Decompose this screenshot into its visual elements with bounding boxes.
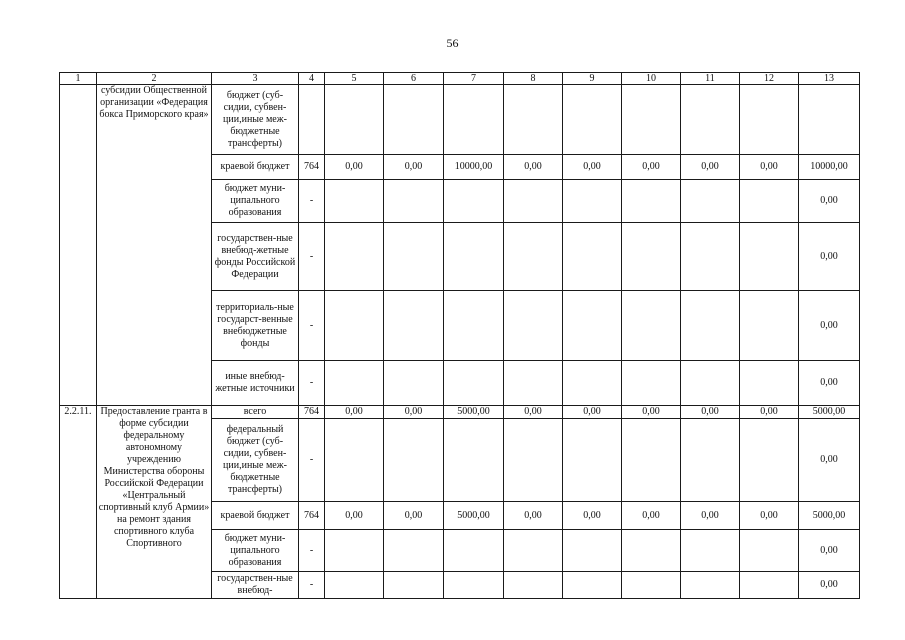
value-cell-col-10: 0,00	[622, 502, 681, 530]
value-cell-col-5	[325, 361, 384, 406]
funding-source: федеральный бюджет (суб-сидии, субвен-ции,иные меж-бюджетные трансферты)	[212, 419, 299, 502]
value-cell-col-10	[622, 85, 681, 155]
value-cell-col-7	[444, 572, 504, 599]
value-cell-col-9: 0,00	[563, 502, 622, 530]
budget-table	[59, 72, 860, 599]
value-cell-col-9	[563, 291, 622, 361]
value-cell-col-6	[384, 291, 444, 361]
value-cell-col-10	[622, 419, 681, 502]
funding-source: государствен-ные внебюд-жетные фонды Российской Федерации	[212, 223, 299, 291]
value-cell-col-10	[622, 180, 681, 223]
value-cell-col-10	[622, 291, 681, 361]
funding-source: бюджет муни-ципального образования	[212, 530, 299, 572]
value-cell-col-8	[504, 530, 563, 572]
value-cell-col-11	[681, 419, 740, 502]
value-cell-col-6	[384, 419, 444, 502]
value-cell-col-13: 0,00	[799, 530, 860, 572]
value-cell-col-4: -	[299, 530, 325, 572]
value-cell-col-10	[622, 223, 681, 291]
value-cell-col-4: -	[299, 180, 325, 223]
value-cell-col-4	[299, 85, 325, 155]
value-cell-col-12	[740, 85, 799, 155]
value-cell-col-9	[563, 180, 622, 223]
value-cell-col-12: 0,00	[740, 155, 799, 180]
value-cell-col-11	[681, 530, 740, 572]
value-cell-col-5	[325, 85, 384, 155]
column-header-12: 12	[740, 73, 799, 85]
value-cell-col-9	[563, 223, 622, 291]
value-cell-col-7	[444, 223, 504, 291]
funding-source: территориаль-ные государст-венные внебюджетные фонды	[212, 291, 299, 361]
funding-source: бюджет муни-ципального образования	[212, 180, 299, 223]
value-cell-col-13: 0,00	[799, 291, 860, 361]
table-row	[60, 406, 860, 419]
value-cell-col-9	[563, 361, 622, 406]
column-header-5: 5	[325, 73, 384, 85]
value-cell-col-5	[325, 223, 384, 291]
value-cell-col-4: 764	[299, 406, 325, 419]
value-cell-col-8: 0,00	[504, 406, 563, 419]
value-cell-col-12: 0,00	[740, 502, 799, 530]
funding-source: краевой бюджет	[212, 502, 299, 530]
value-cell-col-5	[325, 530, 384, 572]
value-cell-col-11	[681, 180, 740, 223]
column-header-10: 10	[622, 73, 681, 85]
value-cell-col-12	[740, 291, 799, 361]
value-cell-col-8: 0,00	[504, 502, 563, 530]
value-cell-col-12	[740, 530, 799, 572]
value-cell-col-9	[563, 85, 622, 155]
table-row	[60, 85, 860, 155]
value-cell-col-6: 0,00	[384, 155, 444, 180]
value-cell-col-7	[444, 180, 504, 223]
funding-source: государствен-ные внебюд-	[212, 572, 299, 599]
value-cell-col-7	[444, 361, 504, 406]
value-cell-col-13: 10000,00	[799, 155, 860, 180]
value-cell-col-8	[504, 419, 563, 502]
row-code	[60, 85, 97, 406]
value-cell-col-13	[799, 85, 860, 155]
value-cell-col-5: 0,00	[325, 406, 384, 419]
value-cell-col-10	[622, 530, 681, 572]
value-cell-col-8	[504, 180, 563, 223]
funding-source: краевой бюджет	[212, 155, 299, 180]
column-header-2: 2	[97, 73, 212, 85]
value-cell-col-7: 10000,00	[444, 155, 504, 180]
column-header-11: 11	[681, 73, 740, 85]
value-cell-col-4: -	[299, 572, 325, 599]
value-cell-col-13: 0,00	[799, 223, 860, 291]
column-header-4: 4	[299, 73, 325, 85]
value-cell-col-13: 0,00	[799, 419, 860, 502]
value-cell-col-13: 5000,00	[799, 502, 860, 530]
value-cell-col-6	[384, 361, 444, 406]
value-cell-col-11	[681, 85, 740, 155]
header-row	[60, 73, 860, 85]
value-cell-col-12	[740, 180, 799, 223]
value-cell-col-5	[325, 419, 384, 502]
value-cell-col-12: 0,00	[740, 406, 799, 419]
value-cell-col-11	[681, 223, 740, 291]
value-cell-col-7	[444, 419, 504, 502]
value-cell-col-13: 5000,00	[799, 406, 860, 419]
value-cell-col-13: 0,00	[799, 180, 860, 223]
value-cell-col-6: 0,00	[384, 502, 444, 530]
value-cell-col-6	[384, 180, 444, 223]
value-cell-col-5	[325, 180, 384, 223]
value-cell-col-10	[622, 361, 681, 406]
value-cell-col-5	[325, 572, 384, 599]
value-cell-col-10	[622, 572, 681, 599]
value-cell-col-6	[384, 530, 444, 572]
value-cell-col-5	[325, 291, 384, 361]
value-cell-col-7: 5000,00	[444, 502, 504, 530]
column-header-8: 8	[504, 73, 563, 85]
row-name: Предоставление гранта в форме субсидии федеральному автономному учреждению Министерства обороны Российской Федерации «Центральный спортивный клуб Армии» на ремонт здания спортивного клуба Спортивного	[97, 406, 212, 599]
column-header-9: 9	[563, 73, 622, 85]
value-cell-col-4: 764	[299, 155, 325, 180]
value-cell-col-6	[384, 85, 444, 155]
value-cell-col-11	[681, 572, 740, 599]
value-cell-col-9	[563, 572, 622, 599]
column-header-13: 13	[799, 73, 860, 85]
value-cell-col-11	[681, 361, 740, 406]
value-cell-col-9	[563, 530, 622, 572]
value-cell-col-12	[740, 223, 799, 291]
value-cell-col-9	[563, 419, 622, 502]
value-cell-col-8	[504, 361, 563, 406]
page-number: 56	[446, 36, 459, 50]
column-header-1: 1	[60, 73, 97, 85]
value-cell-col-10: 0,00	[622, 406, 681, 419]
value-cell-col-12	[740, 572, 799, 599]
value-cell-col-6	[384, 223, 444, 291]
value-cell-col-4: -	[299, 223, 325, 291]
value-cell-col-13: 0,00	[799, 361, 860, 406]
value-cell-col-7	[444, 530, 504, 572]
value-cell-col-4: -	[299, 419, 325, 502]
value-cell-col-8	[504, 291, 563, 361]
value-cell-col-5: 0,00	[325, 155, 384, 180]
value-cell-col-9: 0,00	[563, 406, 622, 419]
value-cell-col-11	[681, 291, 740, 361]
column-header-6: 6	[384, 73, 444, 85]
funding-source: иные внебюд-жетные источники	[212, 361, 299, 406]
value-cell-col-7: 5000,00	[444, 406, 504, 419]
value-cell-col-9: 0,00	[563, 155, 622, 180]
value-cell-col-10: 0,00	[622, 155, 681, 180]
value-cell-col-6	[384, 572, 444, 599]
value-cell-col-13: 0,00	[799, 572, 860, 599]
value-cell-col-4: -	[299, 361, 325, 406]
value-cell-col-8	[504, 572, 563, 599]
value-cell-col-8	[504, 85, 563, 155]
value-cell-col-6: 0,00	[384, 406, 444, 419]
value-cell-col-8	[504, 223, 563, 291]
value-cell-col-4: 764	[299, 502, 325, 530]
value-cell-col-11: 0,00	[681, 406, 740, 419]
row-name: субсидии Общественной организации «Федерация бокса Приморского края»	[97, 85, 212, 406]
value-cell-col-11: 0,00	[681, 155, 740, 180]
value-cell-col-8: 0,00	[504, 155, 563, 180]
funding-source: всего	[212, 406, 299, 419]
value-cell-col-12	[740, 419, 799, 502]
value-cell-col-12	[740, 361, 799, 406]
value-cell-col-4: -	[299, 291, 325, 361]
value-cell-col-5: 0,00	[325, 502, 384, 530]
column-header-7: 7	[444, 73, 504, 85]
funding-source: бюджет (суб-сидии, субвен-ции,иные меж-бюджетные трансферты)	[212, 85, 299, 155]
column-header-3: 3	[212, 73, 299, 85]
value-cell-col-7	[444, 85, 504, 155]
value-cell-col-7	[444, 291, 504, 361]
row-code: 2.2.11.	[60, 406, 97, 599]
value-cell-col-11: 0,00	[681, 502, 740, 530]
